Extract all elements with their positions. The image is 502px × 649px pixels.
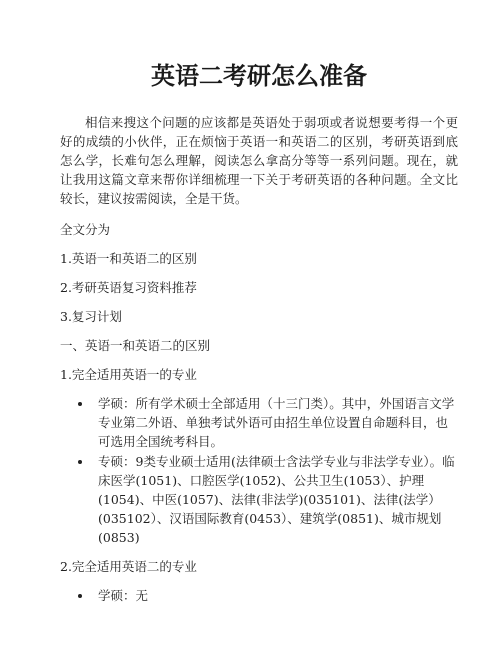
subsection-heading-1: 1.完全适用英语一的专业: [60, 367, 197, 382]
outline-item-1: 1.英语一和英语二的区别: [60, 251, 197, 266]
list-item: [78, 586, 458, 605]
list-item-text: 专硕：9类专业硕士适用(法律硕士含法学专业与非法学专业）。临床医学(1051)、口腔医学(1052)、公共卫生(1053）、护理(1054)、中医(1057)、法律(非法学)(035101)、法律(法学）(035102）、汉语国际教育(0453）、建筑学(0851)、城市规划(0853): [98, 454, 455, 545]
section-heading-1: 一、英语一和英语二的区别: [60, 338, 211, 353]
outline-item-2: 2.考研英语复习资料推荐: [60, 280, 197, 295]
bullet-icon: [78, 402, 82, 406]
subsection-2-list: [60, 586, 458, 605]
page-title: 英语二考研怎么准备: [151, 62, 367, 90]
outline-heading: 全文分为: [60, 222, 111, 237]
list-item-text: 学硕：无: [98, 588, 149, 603]
list-item-text: 学硕：所有学术硕士全部适用（十三门类）。其中，外国语言文学专业第二外语、单独考试外语可由招生单位设置自命题科目，也可选用全国统考科目。: [98, 396, 455, 449]
bullet-icon: [78, 460, 82, 464]
bullet-icon: [78, 594, 82, 598]
subsection-1-list: [60, 394, 458, 547]
list-item: [78, 452, 458, 547]
subsection-heading-2: 2.完全适用英语二的专业: [60, 559, 197, 574]
intro-paragraph: 相信来搜这个问题的应该都是英语处于弱项或者说想要考得一个更好的成绩的小伙伴，正在烦恼于英语一和英语二的区别，考研英语到底怎么学，长难句怎么理解，阅读怎么拿高分等等一系列问题。现在，就让我用这篇文章来帮你详细梳理一下关于考研英语的各种问题。全文比较长，建议按需阅读，全是干货。: [60, 115, 458, 206]
outline-item-3: 3.复习计划: [60, 309, 122, 324]
list-item: [78, 394, 458, 451]
